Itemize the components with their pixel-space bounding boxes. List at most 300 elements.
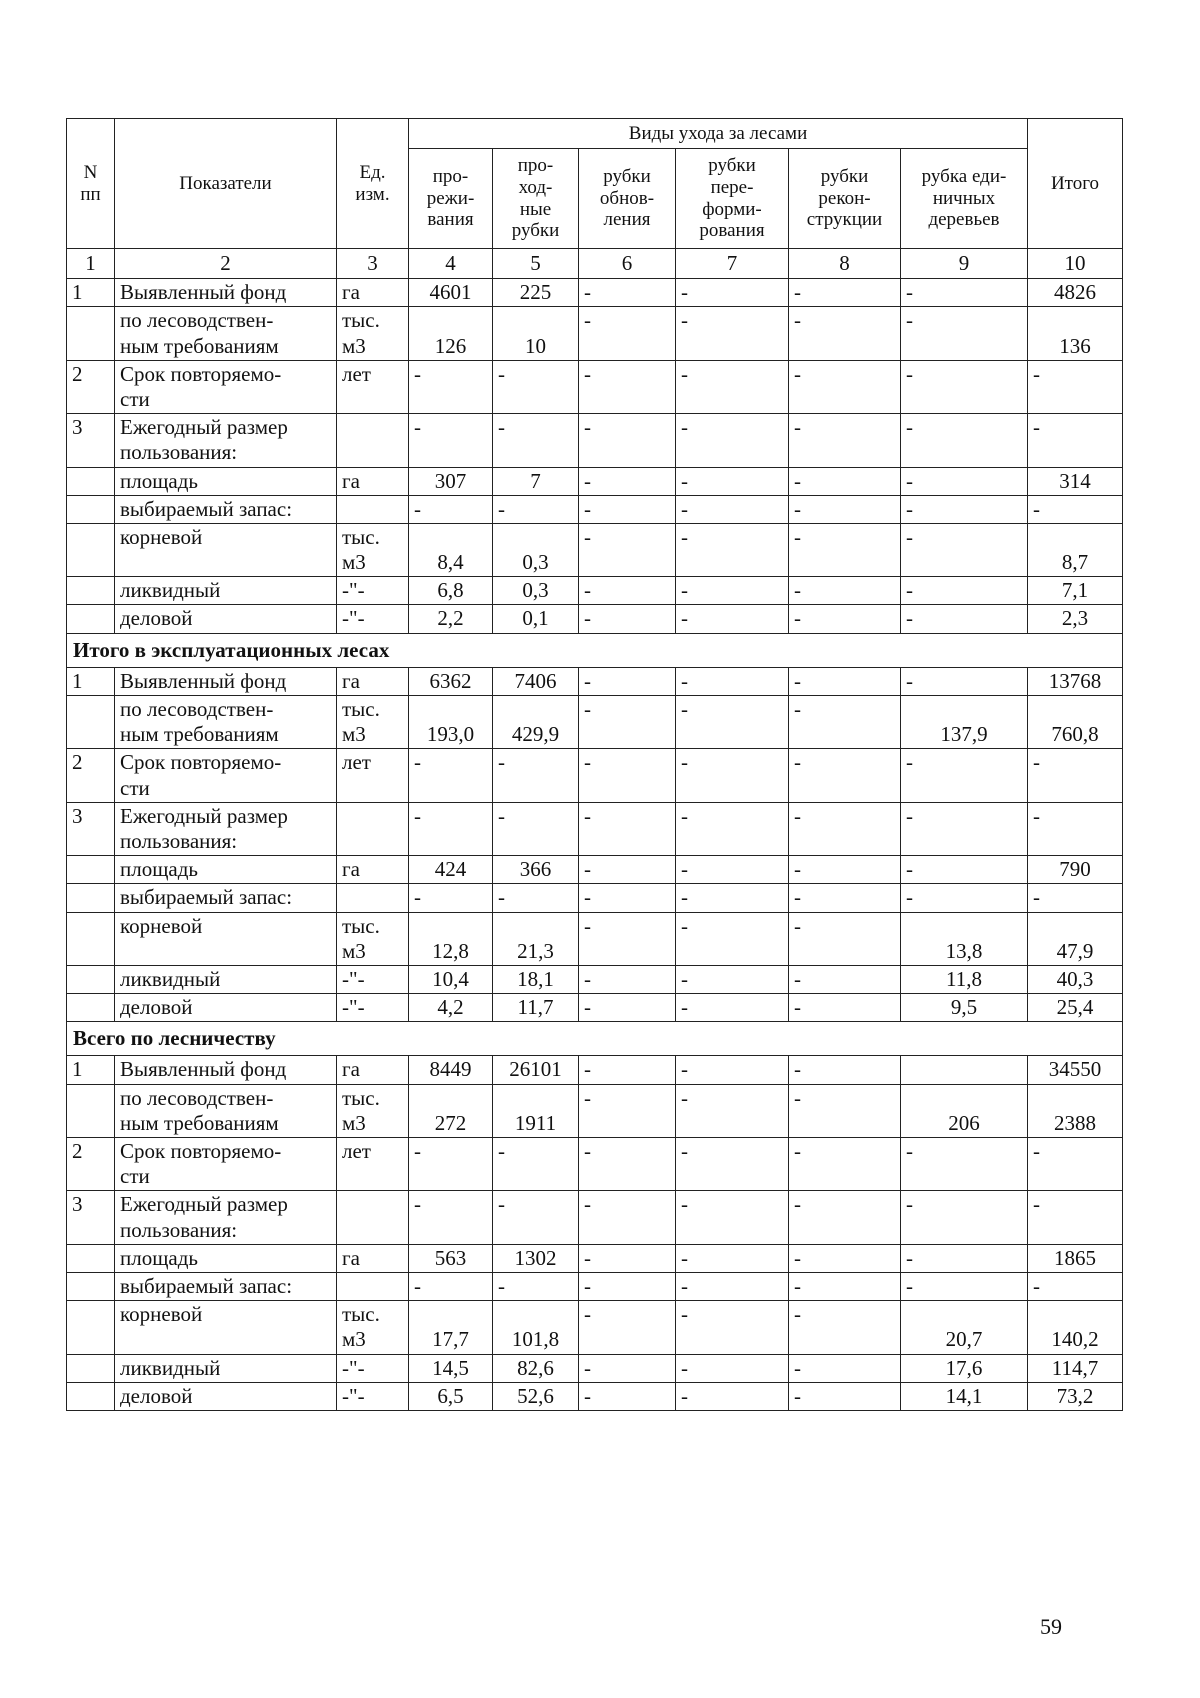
row-number: 2 xyxy=(67,360,115,413)
value-cell: - xyxy=(579,749,676,802)
table-row xyxy=(67,667,1123,695)
value-cell: 82,6 xyxy=(493,1354,579,1382)
table-row xyxy=(67,994,1123,1022)
row-total-cell: 2,3 xyxy=(1028,605,1123,633)
value-cell: - xyxy=(901,1138,1028,1191)
value-cell: 4,2 xyxy=(409,994,493,1022)
section-title: Всего по лесничеству xyxy=(67,1022,1123,1056)
forest-care-table-sheet xyxy=(66,118,1122,1411)
table-row xyxy=(67,467,1123,495)
header-unit: Ед. изм. xyxy=(337,119,409,249)
table-row xyxy=(67,884,1123,912)
row-total-cell: 140,2 xyxy=(1028,1301,1123,1354)
row-total-cell: 8,7 xyxy=(1028,523,1123,576)
row-unit: -"- xyxy=(337,1382,409,1410)
row-number xyxy=(67,912,115,965)
value-cell: - xyxy=(676,467,789,495)
value-cell: 7 xyxy=(493,467,579,495)
row-number xyxy=(67,1272,115,1300)
row-total-cell: 760,8 xyxy=(1028,696,1123,749)
row-total-cell: 1865 xyxy=(1028,1244,1123,1272)
value-cell: 7406 xyxy=(493,667,579,695)
value-cell: - xyxy=(409,749,493,802)
row-total-cell: - xyxy=(1028,414,1123,467)
value-cell: 17,7 xyxy=(409,1301,493,1354)
row-label: корневой xyxy=(115,523,337,576)
forest-care-table xyxy=(66,118,1123,1411)
value-cell: - xyxy=(789,994,901,1022)
value-cell: - xyxy=(789,965,901,993)
row-unit: тыс. м3 xyxy=(337,696,409,749)
page-number: 59 xyxy=(1040,1614,1062,1639)
table-row xyxy=(67,1138,1123,1191)
value-cell: 0,3 xyxy=(493,523,579,576)
value-cell: 11,7 xyxy=(493,994,579,1022)
value-cell: 8,4 xyxy=(409,523,493,576)
value-cell: - xyxy=(901,360,1028,413)
row-total-cell: 25,4 xyxy=(1028,994,1123,1022)
table-row xyxy=(67,802,1123,855)
value-cell: - xyxy=(493,884,579,912)
row-total-cell: 34550 xyxy=(1028,1056,1123,1084)
row-unit xyxy=(337,1191,409,1244)
value-cell: 52,6 xyxy=(493,1382,579,1410)
table-row xyxy=(67,965,1123,993)
value-cell: 225 xyxy=(493,279,579,307)
value-cell: - xyxy=(789,307,901,360)
table-row xyxy=(67,912,1123,965)
header-type-1: про- режи- вания xyxy=(409,149,493,249)
value-cell: - xyxy=(789,1272,901,1300)
value-cell: 1911 xyxy=(493,1084,579,1137)
value-cell: - xyxy=(676,802,789,855)
value-cell: - xyxy=(789,1244,901,1272)
value-cell: - xyxy=(789,856,901,884)
table-row xyxy=(67,749,1123,802)
value-cell: 2,2 xyxy=(409,605,493,633)
value-cell: - xyxy=(789,1191,901,1244)
value-cell: 4601 xyxy=(409,279,493,307)
row-unit: тыс. м3 xyxy=(337,307,409,360)
value-cell: 101,8 xyxy=(493,1301,579,1354)
value-cell: - xyxy=(676,1138,789,1191)
value-cell: - xyxy=(901,414,1028,467)
table-row xyxy=(67,360,1123,413)
value-cell: - xyxy=(579,605,676,633)
column-number-6: 6 xyxy=(579,249,676,279)
row-number xyxy=(67,523,115,576)
value-cell: - xyxy=(676,1244,789,1272)
value-cell: - xyxy=(493,749,579,802)
row-label: по лесоводствен- ным требованиям xyxy=(115,307,337,360)
column-number-7: 7 xyxy=(676,249,789,279)
row-number: 3 xyxy=(67,802,115,855)
table-row xyxy=(67,1056,1123,1084)
value-cell: - xyxy=(789,495,901,523)
value-cell: - xyxy=(676,994,789,1022)
value-cell: - xyxy=(579,467,676,495)
value-cell: - xyxy=(901,1272,1028,1300)
value-cell: 1302 xyxy=(493,1244,579,1272)
value-cell: - xyxy=(676,884,789,912)
value-cell: 21,3 xyxy=(493,912,579,965)
value-cell: - xyxy=(901,1244,1028,1272)
row-number: 3 xyxy=(67,1191,115,1244)
row-label: Выявленный фонд xyxy=(115,1056,337,1084)
value-cell: - xyxy=(493,360,579,413)
row-unit: -"- xyxy=(337,1354,409,1382)
row-label: площадь xyxy=(115,856,337,884)
value-cell: - xyxy=(579,1084,676,1137)
value-cell: - xyxy=(579,307,676,360)
row-number xyxy=(67,495,115,523)
value-cell: - xyxy=(579,884,676,912)
row-label: площадь xyxy=(115,1244,337,1272)
value-cell: - xyxy=(676,1191,789,1244)
row-label: Ежегодный размер пользования: xyxy=(115,1191,337,1244)
row-number xyxy=(67,696,115,749)
value-cell: - xyxy=(493,1191,579,1244)
value-cell: - xyxy=(579,360,676,413)
value-cell: - xyxy=(789,577,901,605)
table-row xyxy=(67,279,1123,307)
value-cell: - xyxy=(676,495,789,523)
row-label: Выявленный фонд xyxy=(115,279,337,307)
row-number: 2 xyxy=(67,1138,115,1191)
column-number-3: 3 xyxy=(337,249,409,279)
row-label: выбираемый запас: xyxy=(115,1272,337,1300)
value-cell: 6,8 xyxy=(409,577,493,605)
value-cell: 424 xyxy=(409,856,493,884)
row-unit: га xyxy=(337,667,409,695)
value-cell: - xyxy=(676,523,789,576)
row-number xyxy=(67,577,115,605)
value-cell: - xyxy=(901,749,1028,802)
row-number: 3 xyxy=(67,414,115,467)
value-cell: 193,0 xyxy=(409,696,493,749)
value-cell: - xyxy=(579,495,676,523)
value-cell: 563 xyxy=(409,1244,493,1272)
row-label: выбираемый запас: xyxy=(115,495,337,523)
value-cell: - xyxy=(579,279,676,307)
row-total-cell: 7,1 xyxy=(1028,577,1123,605)
row-number xyxy=(67,307,115,360)
value-cell: - xyxy=(493,1272,579,1300)
header-n: N пп xyxy=(67,119,115,249)
row-total-cell: - xyxy=(1028,360,1123,413)
table-row xyxy=(67,1354,1123,1382)
value-cell: 137,9 xyxy=(901,696,1028,749)
value-cell: 12,8 xyxy=(409,912,493,965)
row-label: Выявленный фонд xyxy=(115,667,337,695)
value-cell: - xyxy=(789,667,901,695)
value-cell: - xyxy=(493,495,579,523)
column-number-9: 9 xyxy=(901,249,1028,279)
row-number: 1 xyxy=(67,667,115,695)
value-cell: - xyxy=(579,667,676,695)
row-total-cell: 13768 xyxy=(1028,667,1123,695)
row-total-cell: - xyxy=(1028,1138,1123,1191)
row-label: деловой xyxy=(115,994,337,1022)
value-cell: 13,8 xyxy=(901,912,1028,965)
row-unit xyxy=(337,414,409,467)
value-cell: - xyxy=(579,994,676,1022)
value-cell: - xyxy=(901,667,1028,695)
value-cell: - xyxy=(901,884,1028,912)
header-care-types-group: Виды ухода за лесами xyxy=(409,119,1028,149)
row-unit: га xyxy=(337,1056,409,1084)
value-cell: 307 xyxy=(409,467,493,495)
table-row xyxy=(67,495,1123,523)
row-unit xyxy=(337,495,409,523)
row-label: Срок повторяемо- сти xyxy=(115,1138,337,1191)
row-unit xyxy=(337,884,409,912)
header-type-3: рубки обнов- ления xyxy=(579,149,676,249)
value-cell: - xyxy=(409,1272,493,1300)
row-label: деловой xyxy=(115,1382,337,1410)
value-cell: 126 xyxy=(409,307,493,360)
value-cell: - xyxy=(901,856,1028,884)
table-row xyxy=(67,1301,1123,1354)
value-cell xyxy=(901,1056,1028,1084)
row-total-cell: 114,7 xyxy=(1028,1354,1123,1382)
header-type-4: рубки пере- форми- рования xyxy=(676,149,789,249)
value-cell: 6362 xyxy=(409,667,493,695)
value-cell: - xyxy=(579,802,676,855)
value-cell: 429,9 xyxy=(493,696,579,749)
row-unit xyxy=(337,1272,409,1300)
value-cell: - xyxy=(579,1354,676,1382)
row-total-cell: 4826 xyxy=(1028,279,1123,307)
section-title: Итого в эксплуатационных лесах xyxy=(67,633,1123,667)
row-total-cell: - xyxy=(1028,802,1123,855)
header-total: Итого xyxy=(1028,119,1123,249)
value-cell: - xyxy=(789,1301,901,1354)
value-cell: - xyxy=(409,802,493,855)
row-total-cell: - xyxy=(1028,749,1123,802)
value-cell: - xyxy=(789,1084,901,1137)
row-number xyxy=(67,1354,115,1382)
value-cell: - xyxy=(901,605,1028,633)
value-cell: - xyxy=(676,856,789,884)
row-unit: га xyxy=(337,467,409,495)
column-number-2: 2 xyxy=(115,249,337,279)
row-number xyxy=(67,965,115,993)
value-cell: - xyxy=(676,1301,789,1354)
column-number-4: 4 xyxy=(409,249,493,279)
column-number-8: 8 xyxy=(789,249,901,279)
value-cell: - xyxy=(789,802,901,855)
value-cell: - xyxy=(676,1056,789,1084)
row-label: Срок повторяемо- сти xyxy=(115,749,337,802)
value-cell: - xyxy=(579,577,676,605)
value-cell: 26101 xyxy=(493,1056,579,1084)
table-row xyxy=(67,1272,1123,1300)
header-indicator: Показатели xyxy=(115,119,337,249)
table-row xyxy=(67,1191,1123,1244)
row-number xyxy=(67,856,115,884)
value-cell: - xyxy=(676,1382,789,1410)
value-cell: 10 xyxy=(493,307,579,360)
value-cell: - xyxy=(676,912,789,965)
value-cell: - xyxy=(579,965,676,993)
value-cell: - xyxy=(901,577,1028,605)
header-type-6: рубка еди- ничных деревьев xyxy=(901,149,1028,249)
row-label: Ежегодный размер пользования: xyxy=(115,414,337,467)
value-cell: - xyxy=(901,802,1028,855)
table-row xyxy=(67,307,1123,360)
value-cell: 272 xyxy=(409,1084,493,1137)
row-label: по лесоводствен- ным требованиям xyxy=(115,696,337,749)
row-label: Срок повторяемо- сти xyxy=(115,360,337,413)
value-cell: - xyxy=(579,1138,676,1191)
value-cell: - xyxy=(901,279,1028,307)
value-cell: - xyxy=(676,1272,789,1300)
row-unit: тыс. м3 xyxy=(337,1301,409,1354)
value-cell: - xyxy=(676,605,789,633)
value-cell: 6,5 xyxy=(409,1382,493,1410)
value-cell: - xyxy=(493,414,579,467)
column-number-10: 10 xyxy=(1028,249,1123,279)
table-row xyxy=(67,1244,1123,1272)
value-cell: - xyxy=(676,749,789,802)
table-row xyxy=(67,1382,1123,1410)
value-cell: - xyxy=(493,1138,579,1191)
value-cell: - xyxy=(409,1191,493,1244)
row-total-cell: - xyxy=(1028,1191,1123,1244)
header-type-5: рубки рекон- струкции xyxy=(789,149,901,249)
value-cell: - xyxy=(579,1056,676,1084)
value-cell: - xyxy=(789,1382,901,1410)
row-total-cell: 314 xyxy=(1028,467,1123,495)
row-unit: га xyxy=(337,1244,409,1272)
row-number: 1 xyxy=(67,1056,115,1084)
value-cell: - xyxy=(579,1191,676,1244)
value-cell: - xyxy=(789,1056,901,1084)
value-cell: - xyxy=(579,912,676,965)
value-cell: 20,7 xyxy=(901,1301,1028,1354)
value-cell: 14,5 xyxy=(409,1354,493,1382)
value-cell: 14,1 xyxy=(901,1382,1028,1410)
value-cell: 10,4 xyxy=(409,965,493,993)
value-cell: - xyxy=(789,467,901,495)
value-cell: - xyxy=(789,523,901,576)
row-number xyxy=(67,1301,115,1354)
value-cell: - xyxy=(676,279,789,307)
row-total-cell: 73,2 xyxy=(1028,1382,1123,1410)
value-cell: - xyxy=(789,749,901,802)
value-cell: 11,8 xyxy=(901,965,1028,993)
row-number xyxy=(67,884,115,912)
value-cell: - xyxy=(676,965,789,993)
value-cell: - xyxy=(579,1244,676,1272)
row-unit: лет xyxy=(337,749,409,802)
row-number: 1 xyxy=(67,279,115,307)
header-type-2: про- ход- ные рубки xyxy=(493,149,579,249)
value-cell: - xyxy=(789,1354,901,1382)
row-label: ликвидный xyxy=(115,1354,337,1382)
value-cell: - xyxy=(579,1382,676,1410)
row-label: корневой xyxy=(115,912,337,965)
value-cell: - xyxy=(789,1138,901,1191)
value-cell: 17,6 xyxy=(901,1354,1028,1382)
row-unit: тыс. м3 xyxy=(337,1084,409,1137)
value-cell: - xyxy=(579,523,676,576)
value-cell: - xyxy=(789,912,901,965)
row-number xyxy=(67,467,115,495)
value-cell: - xyxy=(579,1301,676,1354)
value-cell: - xyxy=(676,696,789,749)
value-cell: - xyxy=(789,884,901,912)
table-row xyxy=(67,414,1123,467)
table-row xyxy=(67,696,1123,749)
column-number-1: 1 xyxy=(67,249,115,279)
value-cell: - xyxy=(493,802,579,855)
value-cell: 18,1 xyxy=(493,965,579,993)
value-cell: - xyxy=(579,1272,676,1300)
value-cell: - xyxy=(409,360,493,413)
value-cell: 206 xyxy=(901,1084,1028,1137)
column-number-5: 5 xyxy=(493,249,579,279)
value-cell: - xyxy=(579,696,676,749)
value-cell: - xyxy=(676,360,789,413)
value-cell: - xyxy=(676,1354,789,1382)
row-unit xyxy=(337,802,409,855)
row-total-cell: 2388 xyxy=(1028,1084,1123,1137)
row-label: корневой xyxy=(115,1301,337,1354)
value-cell: 8449 xyxy=(409,1056,493,1084)
row-number xyxy=(67,994,115,1022)
row-label: площадь xyxy=(115,467,337,495)
value-cell: - xyxy=(901,467,1028,495)
value-cell: - xyxy=(409,884,493,912)
row-number: 2 xyxy=(67,749,115,802)
value-cell: - xyxy=(789,414,901,467)
row-total-cell: - xyxy=(1028,884,1123,912)
row-label: ликвидный xyxy=(115,577,337,605)
row-total-cell: 47,9 xyxy=(1028,912,1123,965)
row-unit: тыс. м3 xyxy=(337,523,409,576)
value-cell: - xyxy=(789,360,901,413)
value-cell: - xyxy=(579,414,676,467)
value-cell: - xyxy=(579,856,676,884)
value-cell: - xyxy=(901,307,1028,360)
row-unit: га xyxy=(337,279,409,307)
value-cell: - xyxy=(676,307,789,360)
value-cell: - xyxy=(901,523,1028,576)
value-cell: - xyxy=(676,667,789,695)
value-cell: 366 xyxy=(493,856,579,884)
value-cell: - xyxy=(409,495,493,523)
row-label: деловой xyxy=(115,605,337,633)
value-cell: - xyxy=(409,1138,493,1191)
row-label: по лесоводствен- ным требованиям xyxy=(115,1084,337,1137)
row-unit: лет xyxy=(337,1138,409,1191)
table-row xyxy=(67,856,1123,884)
table-row xyxy=(67,523,1123,576)
row-total-cell: - xyxy=(1028,495,1123,523)
table-row xyxy=(67,605,1123,633)
value-cell: - xyxy=(409,414,493,467)
table-row xyxy=(67,577,1123,605)
row-total-cell: 790 xyxy=(1028,856,1123,884)
row-label: выбираемый запас: xyxy=(115,884,337,912)
row-unit: -"- xyxy=(337,994,409,1022)
row-total-cell: 40,3 xyxy=(1028,965,1123,993)
value-cell: - xyxy=(789,696,901,749)
row-unit: тыс. м3 xyxy=(337,912,409,965)
value-cell: - xyxy=(789,279,901,307)
